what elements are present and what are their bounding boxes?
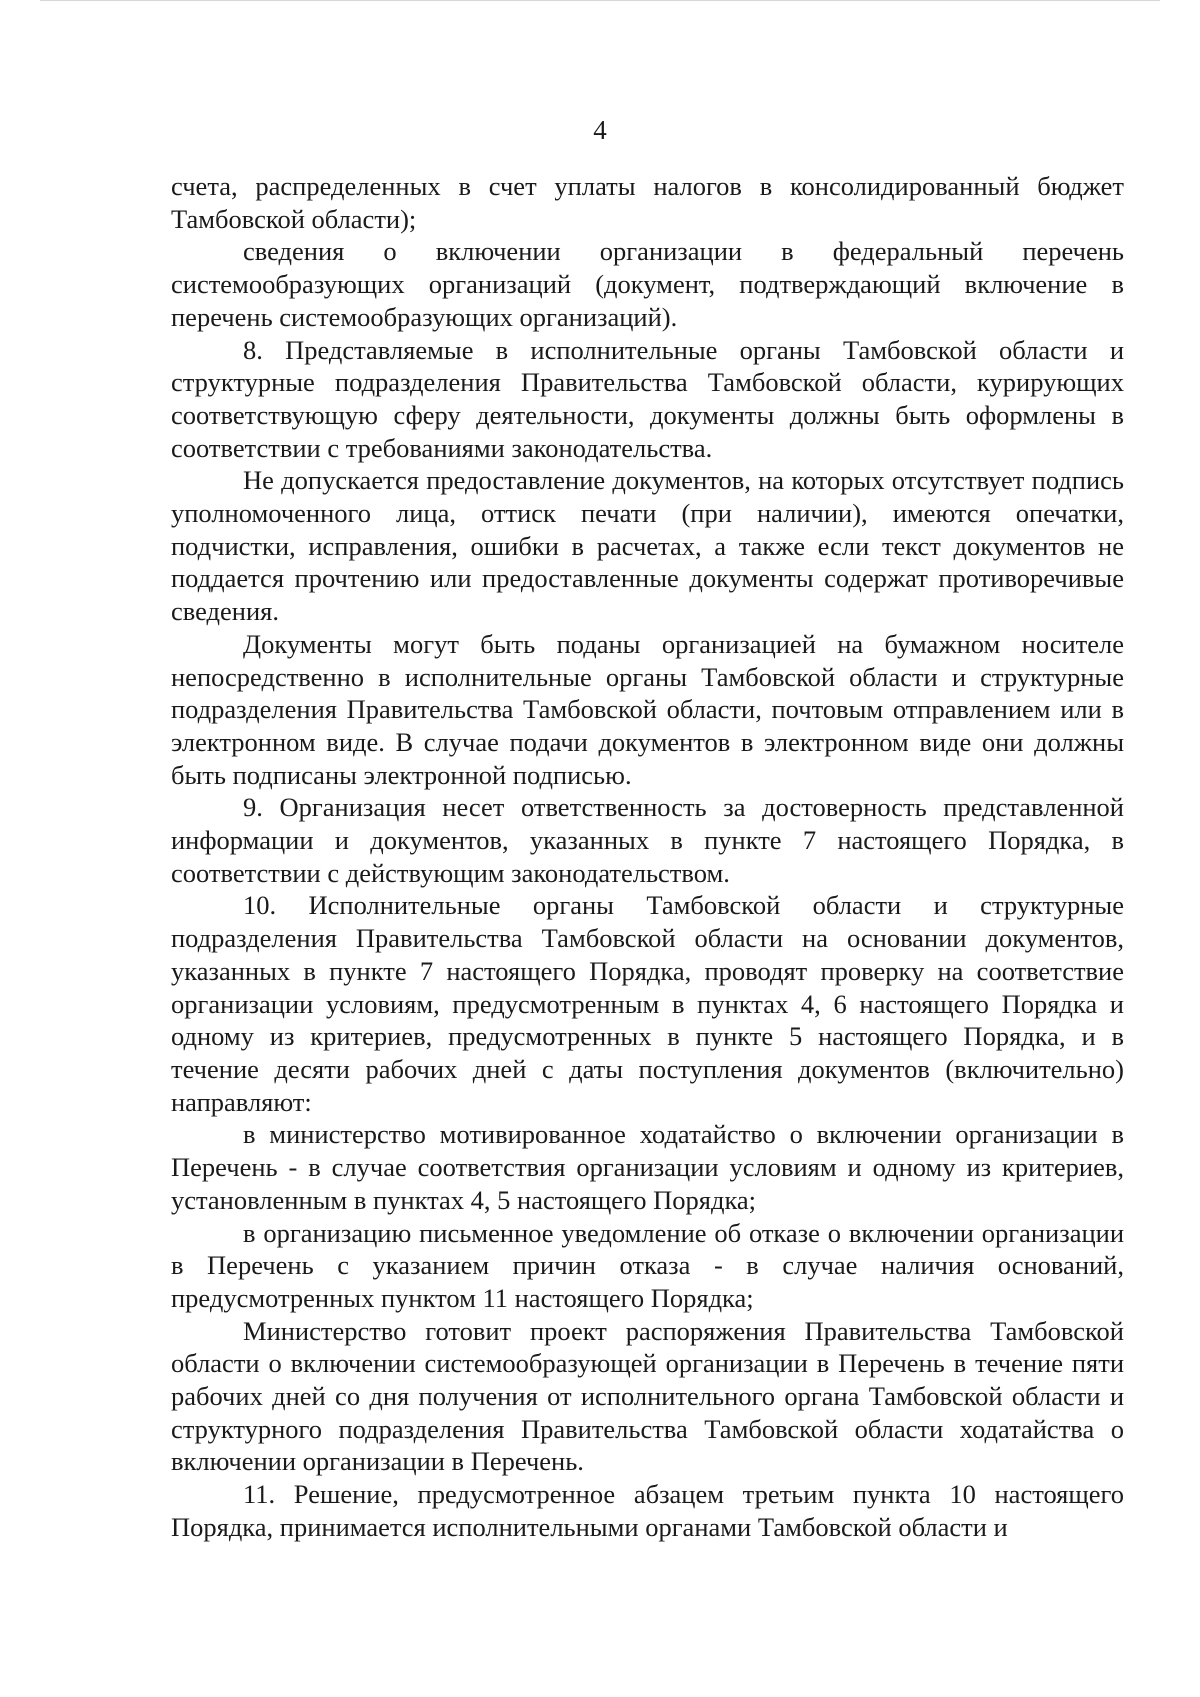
paragraph-5: Документы могут быть поданы организацией на бумажном носителе непосредственно в исполнительные органы Тамбовской области и структурные подразделения Правительства Тамбовской области, почтовым отправлением или в электронном виде. В случае подачи документов в электронном виде они должны быть подписаны электронной подписью. (171, 628, 1124, 790)
paragraph-8: в министерство мотивированное ходатайство о включении организации в Перечень - в случае соответствия организации условиям и одному из критериев, установленным в пунктах 4, 5 настоящего Порядка; (171, 1119, 1124, 1215)
paragraph-11: 11. Решение, предусмотренное абзацем третьим пункта 10 настоящего Порядка, принимается исполнительными органами Тамбовской области и (171, 1479, 1124, 1542)
page-number: 4 (593, 115, 607, 145)
paragraph-3: 8. Представляемые в исполнительные органы Тамбовской области и структурные подразделения Правительства Тамбовской области, курирующих соответствующую сферу деятельности, документы должны быть оформлены в соответствии с требованиями законодательства. (171, 334, 1124, 463)
scan-artifact-top (40, 0, 1160, 1)
paragraph-7: 10. Исполнительные органы Тамбовской области и структурные подразделения Правительства Тамбовской области на основании документов, указанных в пункте 7 настоящего Порядка, проводят проверку на соответствие организации условиям, предусмотренным в пунктах 4, 6 настоящего Порядка и одному из критериев, предусмотренных в пункте 5 настоящего Порядка, и в течение десяти рабочих дней с даты поступления документов (включительно) направляют: (171, 890, 1124, 1117)
paragraph-6: 9. Организация несет ответственность за достоверность представленной информации и документов, указанных в пункте 7 настоящего Порядка, в соответствии с действующим законодательством. (171, 792, 1124, 888)
document-body (171, 170, 1124, 1544)
paragraph-10: Министерство готовит проект распоряжения Правительства Тамбовской области о включении системообразующей организации в Перечень в течение пяти рабочих дней со дня получения от исполнительного органа Тамбовской области и структурного подразделения Правительства Тамбовской области ходатайства о включении организации в Перечень. (171, 1315, 1124, 1477)
paragraph-4: Не допускается предоставление документов, на которых отсутствует подпись уполномоченного лица, оттиск печати (при наличии), имеются опечатки, подчистки, исправления, ошибки в расчетах, а также если текст документов не поддается прочтению или предоставленные документы содержат противоречивые сведения. (171, 465, 1124, 627)
paragraph-9: в организацию письменное уведомление об отказе о включении организации в Перечень с указанием причин отказа - в случае наличия оснований, предусмотренных пунктом 11 настоящего Порядка; (171, 1217, 1124, 1313)
paragraph-1: счета, распределенных в счет уплаты налогов в консолидированный бюджет Тамбовской области); (171, 171, 1124, 234)
paragraph-2: сведения о включении организации в федеральный перечень системообразующих организаций (документ, подтверждающий включение в перечень системообразующих организаций). (171, 236, 1124, 332)
